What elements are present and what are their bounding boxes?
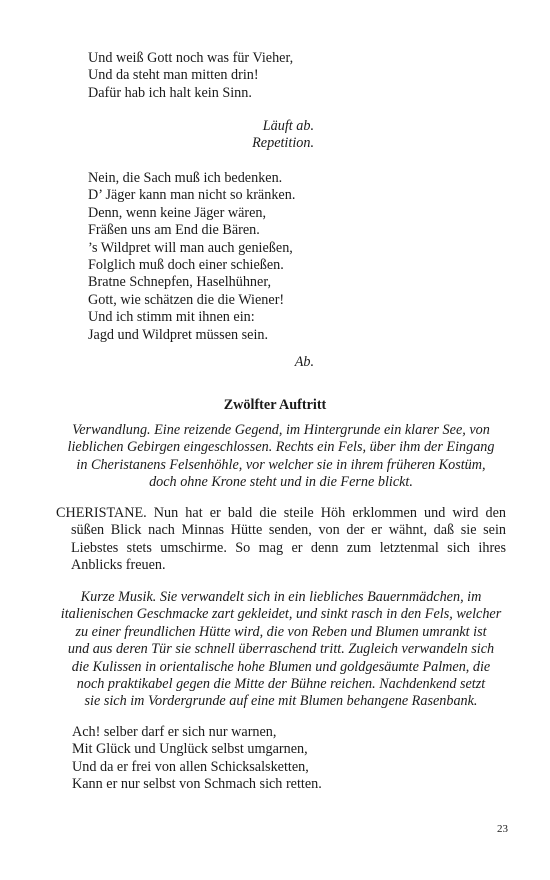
stage-direction-line: noch praktikabel gegen die Mitte der Bühne reichen. Nachdenkend setzt (76, 676, 486, 693)
verse-line: Nein, die Sach muß ich bedenken. (88, 170, 283, 186)
stage-direction-exit (0, 118, 314, 153)
verse-line: Und da steht man mitten drin! (88, 67, 259, 84)
verse-line: Fräßen uns am End die Bären. (88, 222, 260, 239)
verse-line: Jagd und Wildpret müssen sein. (88, 326, 269, 343)
description-line: doch ohne Krone steht und in die Ferne blickt. (149, 474, 413, 491)
verse-line: D’ Jäger kann man nicht so kränken. (88, 187, 296, 204)
stage-direction-line: Repetition. (252, 135, 314, 152)
verse-line: Dafür hab ich halt kein Sinn. (88, 84, 252, 101)
verse-line: ’s Wildpret will man auch genießen, (88, 239, 293, 256)
stage-direction-ab (0, 354, 314, 371)
description-line: in Cheristanens Felsenhöhle, vor welcher sie in ihrem früheren Kostüm, (76, 456, 486, 473)
verse-line: Kann er nur selbst von Schmach sich retten. (72, 776, 322, 793)
stage-direction-line: Ab. (294, 354, 314, 370)
stage-direction-line: sie sich im Vordergrunde auf eine mit Blumen behangene Rasenbank. (84, 693, 478, 710)
speech-line: Anblicks freuen. (71, 557, 166, 574)
stage-direction-line: und aus deren Tür sie schnell überraschend tritt. Zugleich verwandeln sich (67, 641, 495, 658)
stage-direction-line: zu einer freundlichen Hütte wird, die von Reben und Blumen umrankt ist (75, 623, 487, 640)
verse-line: Denn, wenn keine Jäger wären, (88, 204, 267, 221)
verse-line: Folglich muß doch einer schießen. (88, 257, 284, 274)
verse-line: Mit Glück und Unglück selbst umgarnen, (72, 741, 308, 758)
speech-first-line (56, 505, 506, 522)
speech-line: Liebstes stets umschirme. So mag er denn zum letztenmal sich ihres (71, 539, 506, 556)
verse-line: Und weiß Gott noch was für Vieher, (88, 50, 294, 66)
verse-block-top (88, 50, 293, 102)
scene-description (56, 422, 506, 492)
stage-direction-line: italienischen Geschmacke zart gekleidet, und sinkt rasch in den Fels, welcher (60, 606, 502, 623)
description-line: lieblichen Gebirgen eingeschlossen. Rechts ein Fels, über ihm der Eingang (67, 439, 495, 456)
stage-direction-transformation (56, 589, 506, 711)
verse-block-bottom (72, 724, 322, 794)
verse-line: Gott, wie schätzen die die Wiener! (88, 291, 285, 308)
speech-line: süßen Blick nach Minnas Hütte senden, von der er wähnt, daß sie sein (71, 522, 506, 539)
verse-line: Und da er frei von allen Schicksalsketten, (72, 758, 309, 775)
verse-block-middle (88, 170, 295, 344)
verse-line: Ach! selber darf er sich nur warnen, (72, 724, 277, 740)
scene-heading: Zwölfter Auftritt (223, 397, 327, 413)
speech-text: Nun hat er bald die steile Höh erklommen und wird den (146, 505, 506, 521)
page-number: 23 (497, 823, 508, 835)
stage-direction-line: die Kulissen in orientalische hohe Blumen und goldgesäumte Palmen, die (71, 658, 491, 675)
character-speech (56, 505, 506, 575)
verse-line: Bratne Schnepfen, Haselhühner, (88, 274, 272, 291)
speaker-name: CHERISTANE. (56, 505, 147, 521)
verse-line: Und ich stimm mit ihnen ein: (88, 309, 255, 326)
stage-direction-line: Kurze Musik. Sie verwandelt sich in ein liebliches Bauernmädchen, im (80, 589, 482, 605)
description-line: Verwandlung. Eine reizende Gegend, im Hintergrunde ein klarer See, von (72, 422, 490, 438)
stage-direction-line: Läuft ab. (262, 118, 314, 134)
